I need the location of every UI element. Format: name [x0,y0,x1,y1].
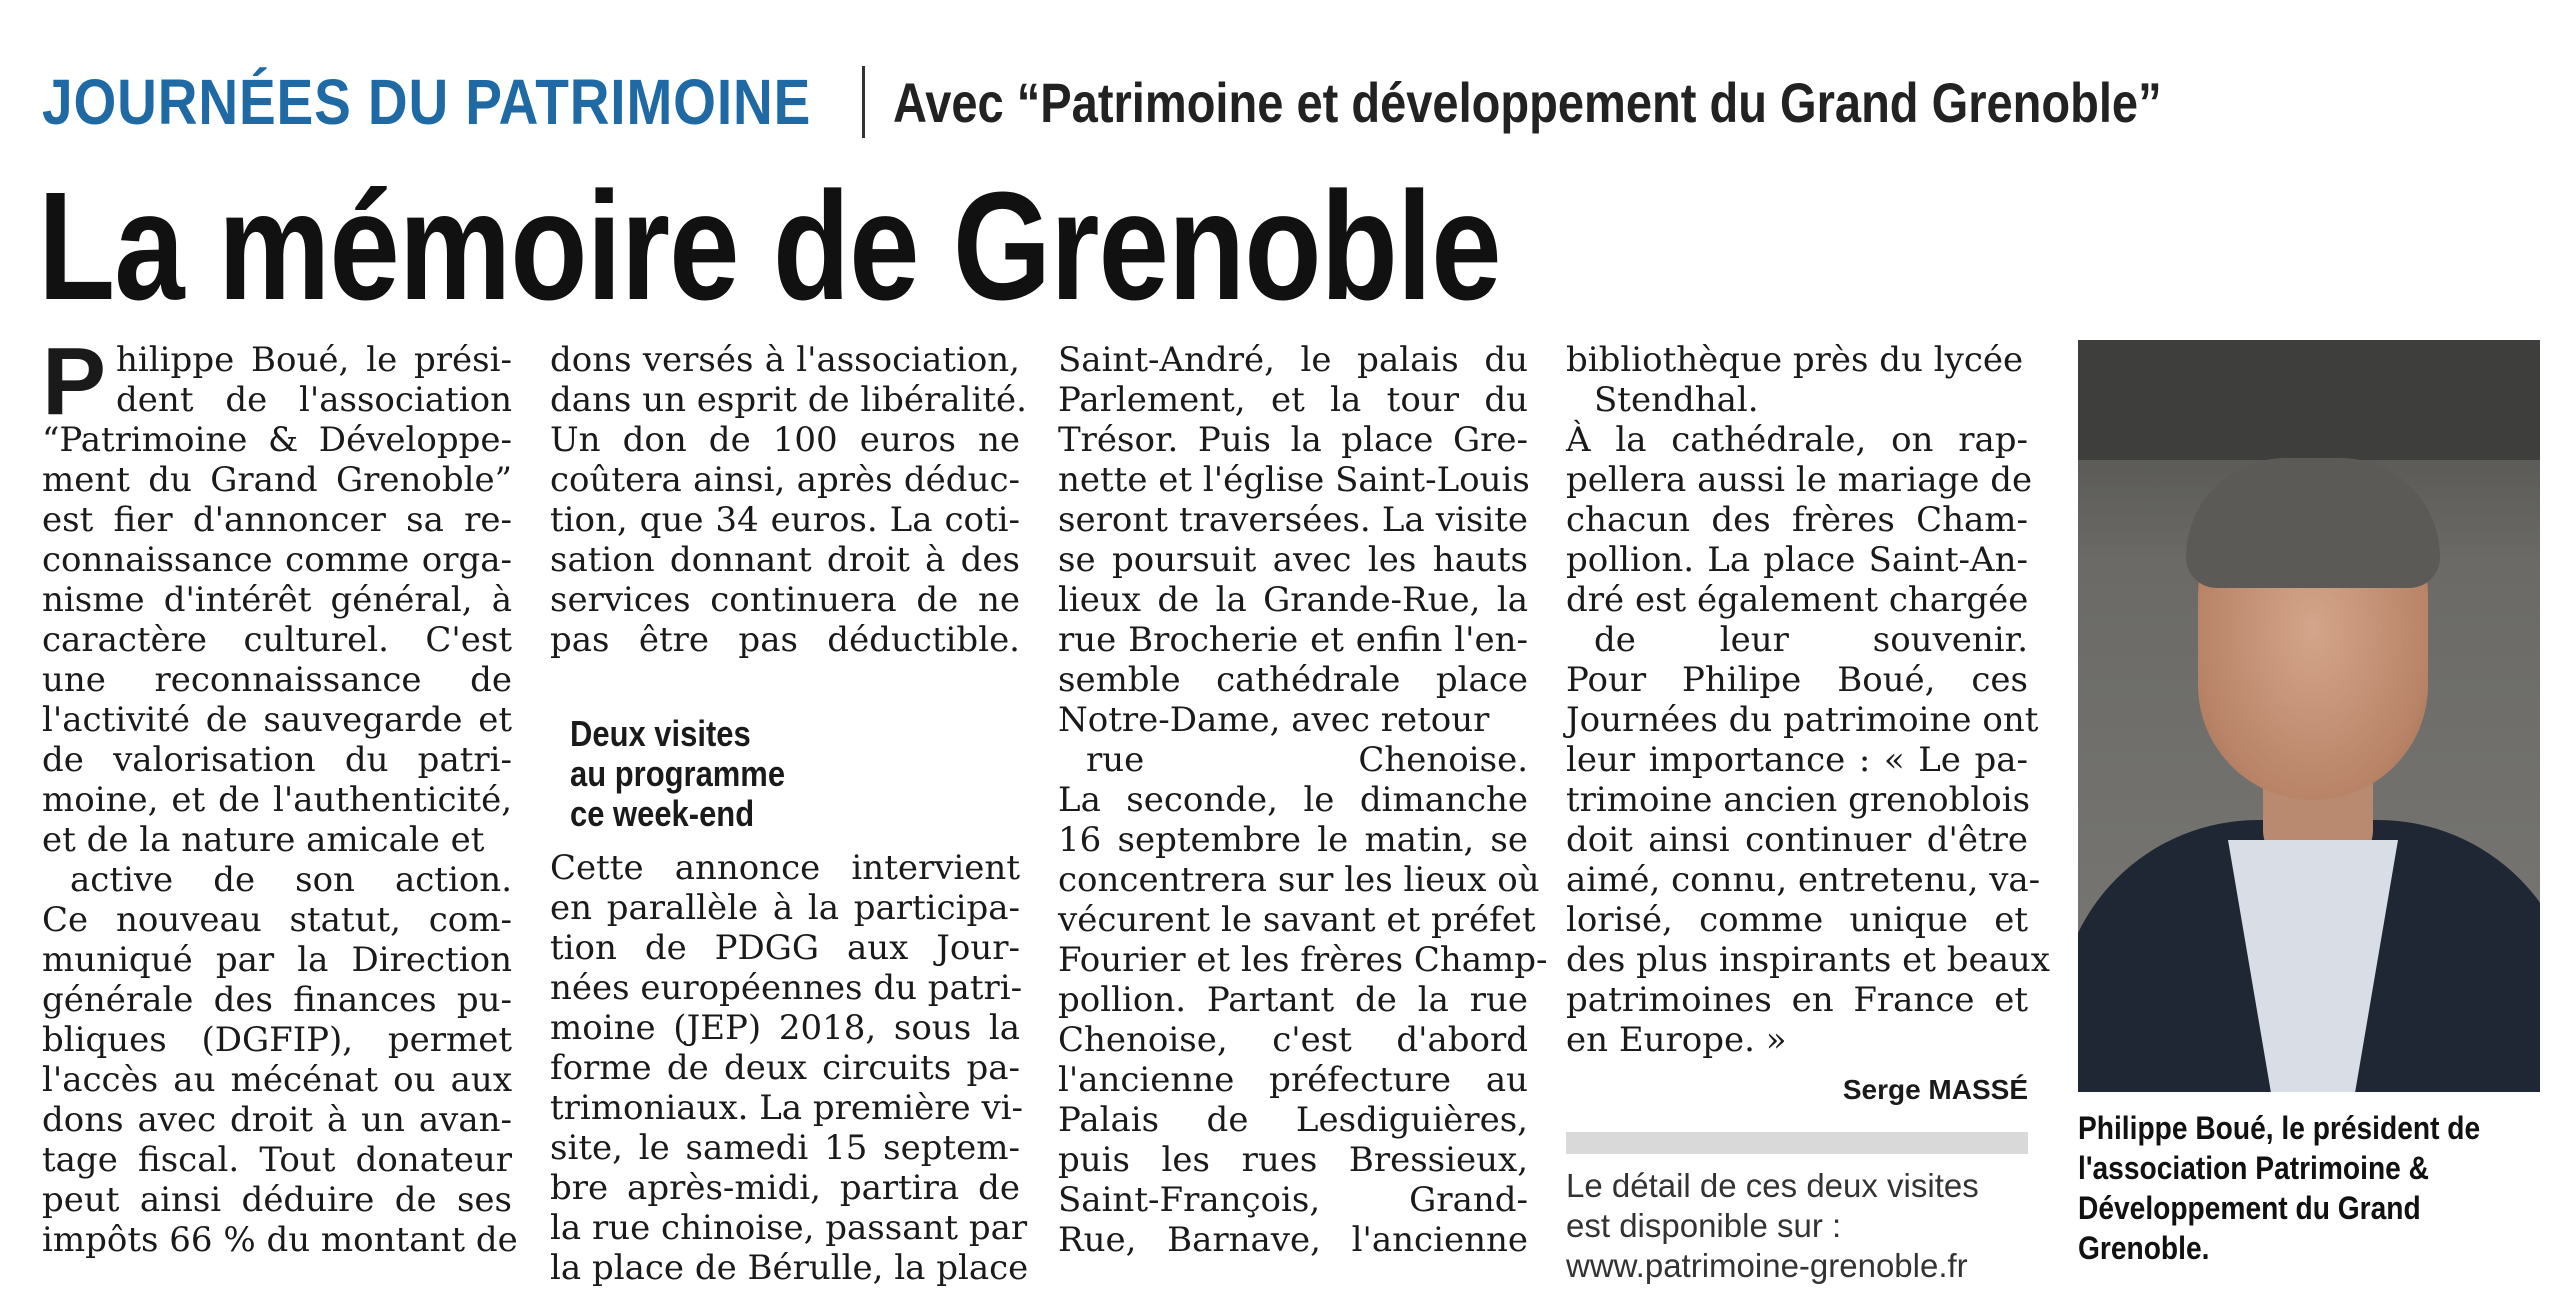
text-line: caractère culturel. C'est [42,620,512,660]
text-line: À la cathédrale, on rap- [1566,420,2028,460]
text-line: de valorisation du patri- [42,740,512,780]
text-line: peut ainsi déduire de ses [42,1180,512,1220]
kicker-subtitle: Avec “Patrimoine et développement du Grand Grenoble” [893,70,2162,134]
text-line: dans un esprit de libéralité. [550,380,1027,420]
text-line: connaissance comme orga- [42,540,512,580]
byline: Serge MASSÉ [1842,1074,2028,1105]
text-line: 16 septembre le matin, se [1058,820,1528,860]
text-line: concentrera sur les lieux où [1058,860,1540,900]
text-line: tion, que 34 euros. La coti- [550,500,1020,540]
column-text [1058,340,1548,1260]
text-line: nette et l'église Saint-Louis [1058,460,1530,500]
article-column-3 [1058,340,1548,1260]
article-column-2 [550,340,1029,1288]
text-line: Rue, Barnave, l'ancienne [1058,1220,1528,1260]
text-line: bre après-midi, partira de [550,1168,1020,1208]
info-link[interactable]: www.patrimoine-grenoble.fr [1566,1247,1968,1284]
text-line: Pour Philipe Boué, ces [1566,660,2028,700]
info-line: est disponible sur : [1566,1207,1842,1244]
text-line: dons versés à l'association, [550,340,1020,380]
text-line: pas être pas déductible. [550,620,1020,660]
text-line: nées européennes du patri- [550,968,1023,1008]
text-line: muniqué par la Direction [42,940,512,980]
text-line: lorisé, comme unique et [1566,900,2028,940]
rubric-label: JOURNÉES DU PATRIMOINE [42,66,812,138]
text-line: forme de deux circuits pa- [550,1048,1020,1088]
text-line: générale des finances pu- [42,980,512,1020]
article-kicker [42,62,2404,142]
text-line: lieux de la Grande-Rue, la [1058,580,1528,620]
text-line: en Europe. » [1566,1020,1787,1060]
text-line: est fier d'annoncer sa re- [42,500,512,540]
headline: La mémoire de Grenoble [38,160,1501,332]
text-line: patrimoines en France et [1566,980,2028,1020]
photo-background [2078,340,2540,460]
text-line: dré est également chargée [1566,580,2029,620]
text-line: puis les rues Bressieux, [1058,1140,1528,1180]
caption-line: Grenoble. [2078,1230,2210,1266]
text-line: doit ainsi continuer d'être [1566,820,2028,860]
text-line: et de la nature amicale et [42,820,485,860]
text-line: Saint-André, le palais du [1058,340,1528,380]
text-line: Ce nouveau statut, com- [42,900,512,940]
text-line: Cette annonce intervient [550,848,1020,888]
caption-line: l'association Patrimoine & [2078,1150,2429,1186]
text-line: l'ancienne préfecture au [1058,1060,1528,1100]
column-text [42,328,518,1260]
text-line: sation donnant droit à des [550,540,1020,580]
text-line: semble cathédrale place [1058,660,1528,700]
text-line: seront traversées. La visite [1058,500,1528,540]
text-line: vécurent le savant et préfet [1058,900,1536,940]
text-line: coûtera ainsi, après déduc- [550,460,1020,500]
text-line: la place de Bérulle, la place [550,1248,1029,1288]
kicker-divider [862,66,865,138]
text-line: chacun des frères Cham- [1566,500,2028,540]
text-line: pollion. La place Saint-An- [1566,540,2028,580]
column-text [550,848,1029,1288]
text-line: Journées du patrimoine ont [1566,700,2039,740]
text-line: Saint-François, Grand- [1058,1180,1528,1220]
text-line: pollion. Partant de la rue [1058,980,1528,1020]
text-line: leur importance : « Le pa- [1566,740,2028,780]
text-line: se poursuit avec les hauts [1058,540,1528,580]
text-line: Fourier et les frères Champ- [1058,940,1548,980]
text-line: nisme d'intérêt général, à [42,580,512,620]
text-line: services continuera de ne [550,580,1020,620]
column-text [1566,340,2050,1060]
article-column-1 [42,328,518,1260]
text-line: rue Brocherie et enfin l'en- [1058,620,1528,660]
text-line: l'accès au mécénat ou aux [42,1060,512,1100]
photo-caption [2078,1108,2492,1268]
text-line: bibliothèque près du lycée [1566,340,2024,380]
text-line: dons avec droit à un avan- [42,1100,512,1140]
text-line: Stendhal. [1594,380,1759,420]
text-line: trimoine ancien grenoblois [1566,780,2031,820]
text-line: la rue chinoise, passant par [550,1208,1028,1248]
text-line: en parallèle à la participa- [550,888,1020,928]
info-box [1566,1166,2028,1286]
text-line: des plus inspirants et beaux [1566,940,2050,980]
text-line: une reconnaissance de [42,660,512,700]
subheading [570,714,957,834]
subheading-line: au programme [570,753,786,794]
subheading-line: ce week-end [570,793,755,834]
text-line: aimé, connu, entretenu, va- [1566,860,2041,900]
text-line: ment du Grand Grenoble” [42,460,512,500]
text-line: bliques (DGFIP), permet [42,1020,512,1060]
drop-cap: P [42,328,107,435]
text-line: “Patrimoine & Développe- [42,420,512,460]
column-text [550,340,1027,660]
subheading-line: Deux visites [570,713,751,754]
photo-hair [2186,458,2440,588]
text-line: active de son action. [70,860,512,900]
text-line: tion de PDGG aux Jour- [550,928,1020,968]
text-line: Trésor. Puis la place Gre- [1058,420,1528,460]
text-line: dent de l'association [116,380,512,420]
text-line: site, le samedi 15 septem- [550,1128,1020,1168]
text-line: moine (JEP) 2018, sous la [550,1008,1020,1048]
caption-line: Développement du Grand [2078,1190,2421,1226]
text-line: Un don de 100 euros ne [550,420,1020,460]
info-divider [1566,1132,2028,1154]
text-line: Chenoise, c'est d'abord [1058,1020,1528,1060]
text-line: impôts 66 % du montant de [42,1220,518,1260]
text-line: hilippe Boué, le prési- [116,340,512,380]
text-line: l'activité de sauvegarde et [42,700,512,740]
text-line: La seconde, le dimanche [1058,780,1528,820]
info-line: Le détail de ces deux visites [1566,1167,1979,1204]
text-line: moine, et de l'authenticité, [42,780,512,820]
caption-line: Philippe Boué, le président de [2078,1110,2481,1146]
text-line: de leur souvenir. [1594,620,2028,660]
text-line: Palais de Lesdiguières, [1058,1100,1528,1140]
article-column-4 [1566,340,2050,1286]
text-line: pellera aussi le mariage de [1566,460,2033,500]
text-line: Parlement, et la tour du [1058,380,1528,420]
text-line: trimoniaux. La première vi- [550,1088,1024,1128]
text-line: rue Chenoise. [1086,740,1528,780]
text-line: Notre-Dame, avec retour [1058,700,1490,740]
portrait-photo [2078,340,2540,1092]
text-line: tage fiscal. Tout donateur [42,1140,512,1180]
